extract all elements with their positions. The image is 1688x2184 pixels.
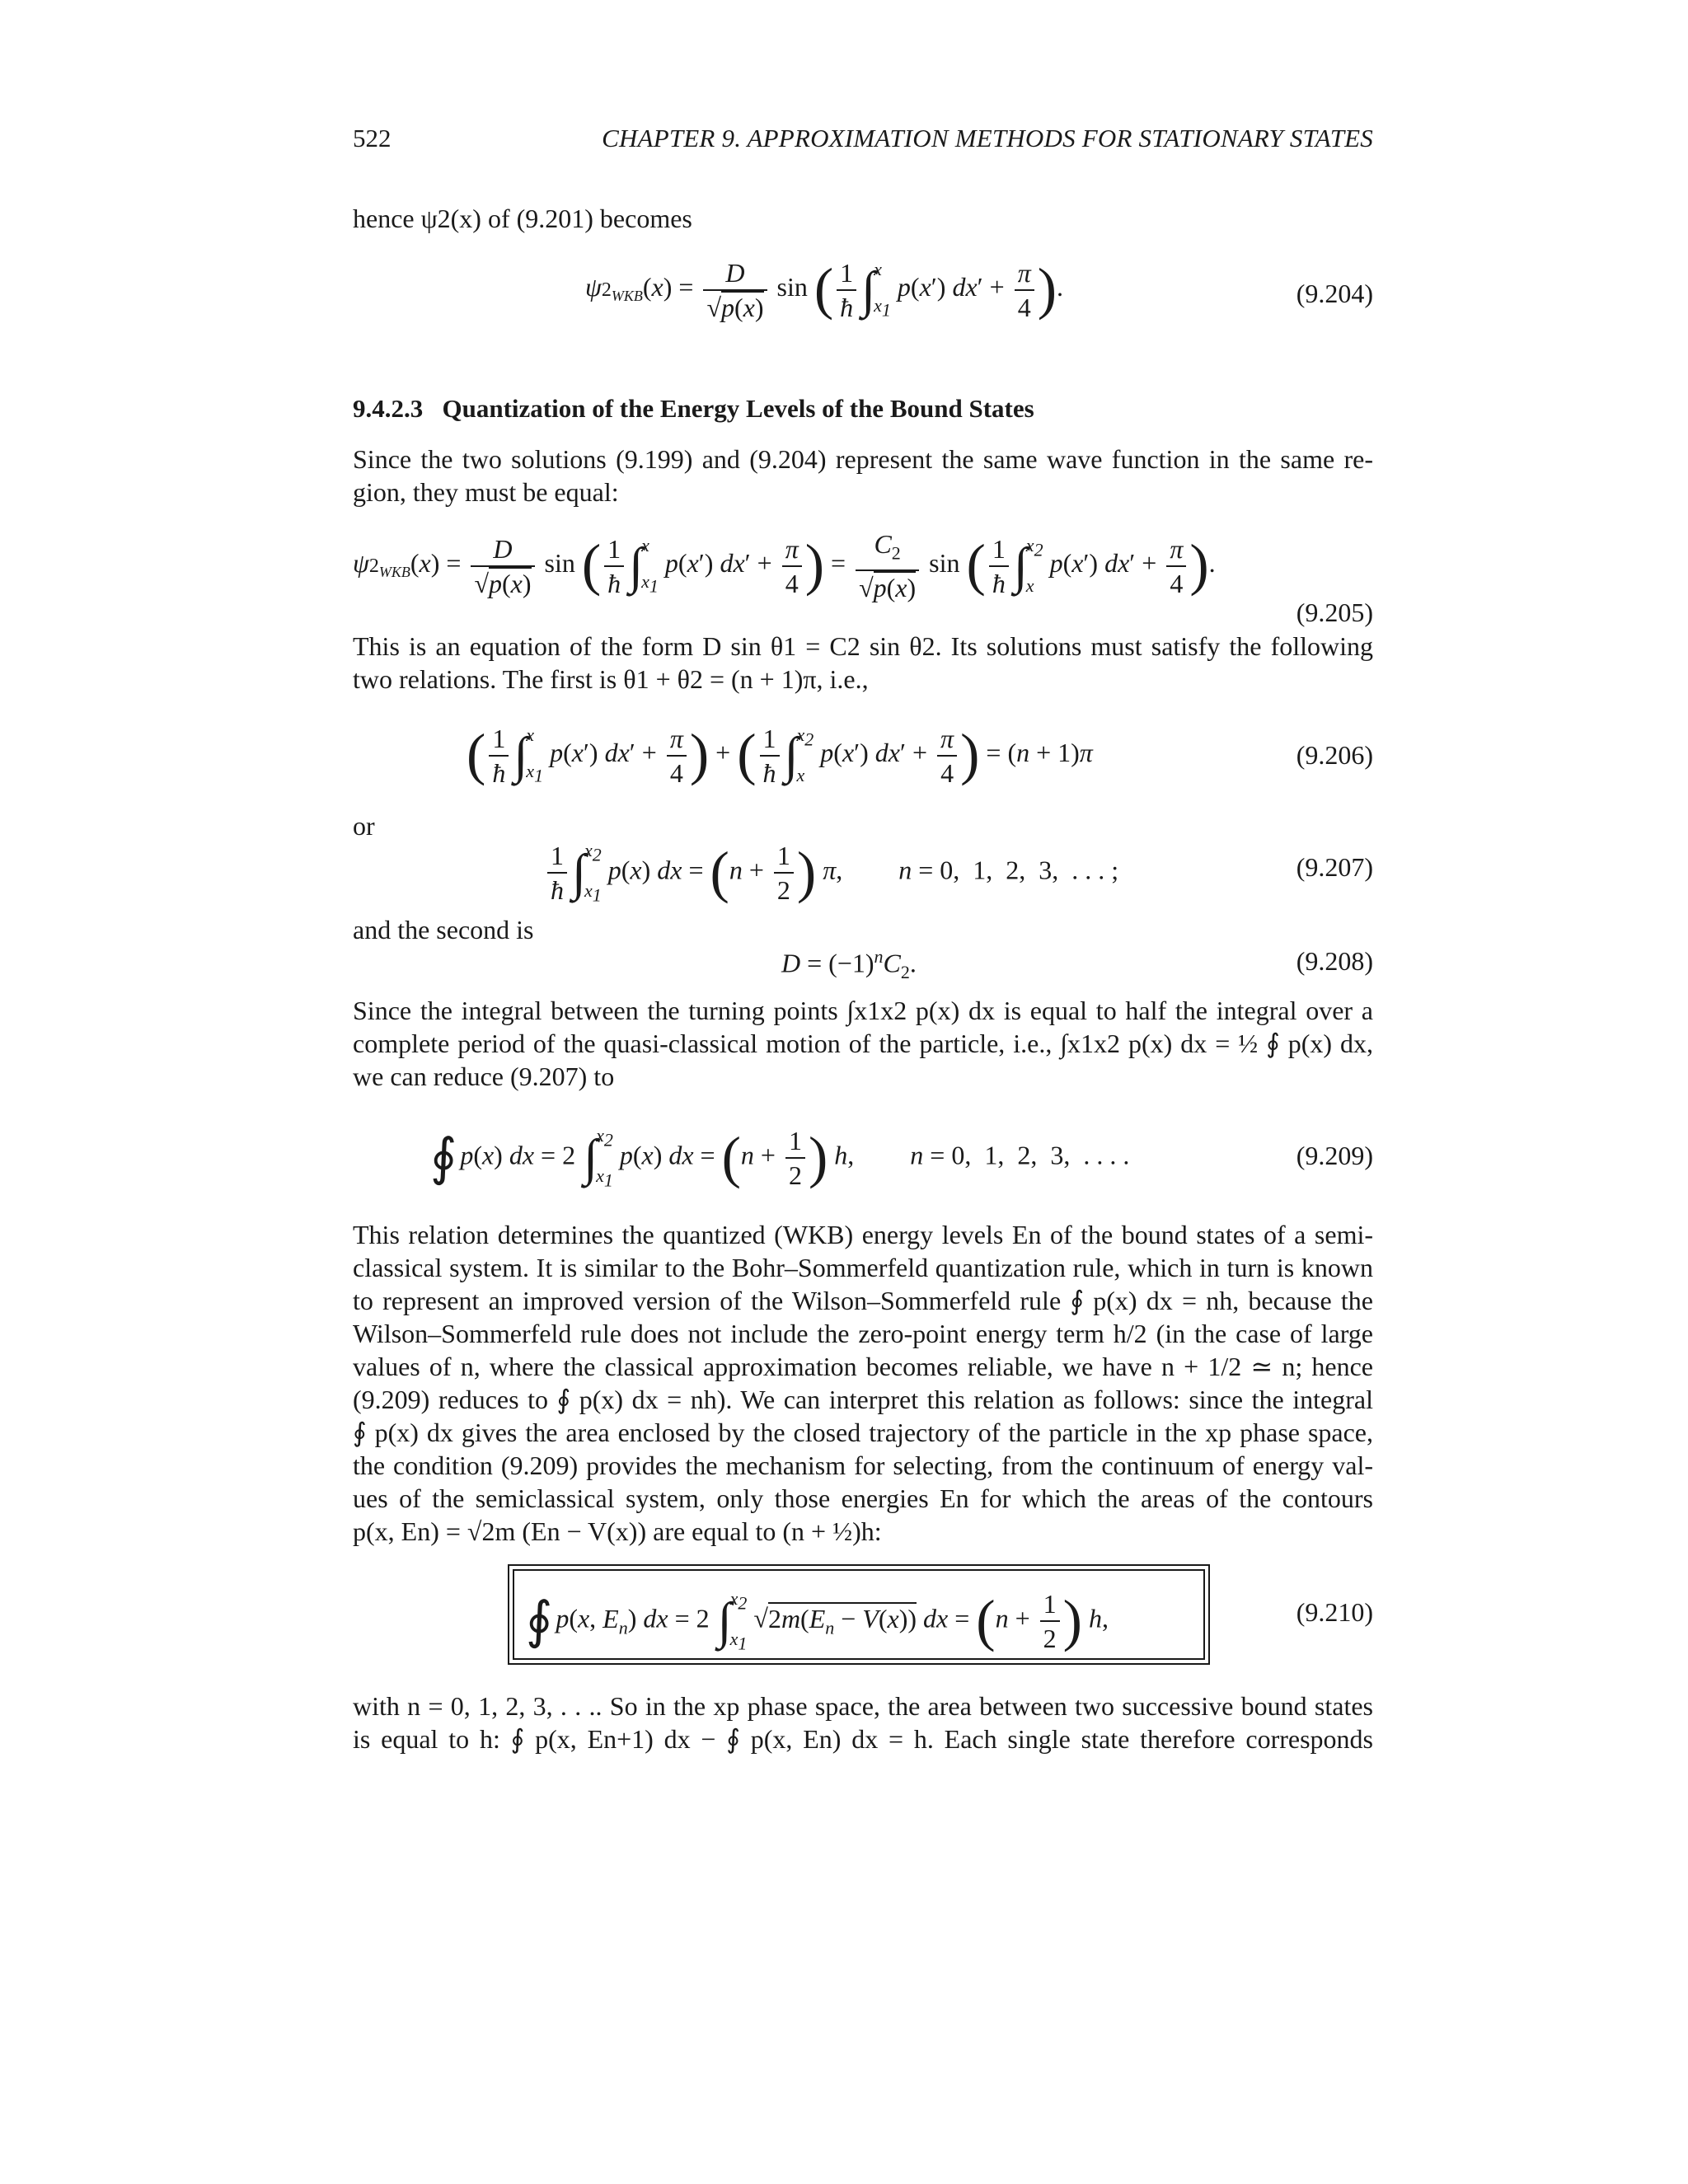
text-line: or — [353, 811, 375, 841]
equation-number: (9.210) — [1296, 1597, 1373, 1627]
text-line: ues of the semiclassical system, only those energies En for which the areas of the contours — [353, 1483, 1373, 1513]
equation-9-209: ∮ p(x) dx = 2 ∫ $x_2$ $x_1$ p(x) dx = (n + $\frac{1}{2}$ ) h, n = 0, 1, 2, 3, . . . . — [430, 1125, 1130, 1191]
equation-9-205: $\psi 2_{WKB}(x)$ = $\frac{D}{√p(x)}$ sin ( $\frac{1}{ħ}$ ∫ x $x_1$ p(x′) dx′ + $\frac{\pi}{4}$ ) = $\frac{C_2}{√p(x)}$ sin ( $\frac{1}{ħ}$ ∫ $x_2$ x p(x′) dx′ + $\frac{\pi}{4}$ ). — [353, 529, 1216, 603]
paragraph-2 — [353, 630, 1373, 696]
section-heading — [353, 394, 1034, 424]
text-line: p(x, En) = √2m (En − V(x)) are equal to (n + ½)h: — [353, 1516, 882, 1546]
text-line: and the second is — [353, 915, 534, 944]
text-line: Since the two solutions (9.199) and (9.204) represent the same wave function in the same re- — [353, 444, 1373, 474]
section-title: Quantization of the Energy Levels of the Bound States — [442, 394, 1034, 423]
text-line: This relation determines the quantized (WKB) energy levels En of the bound states of a semi- — [353, 1220, 1373, 1249]
text-line: we can reduce (9.207) to — [353, 1062, 615, 1091]
paragraph-1 — [353, 443, 1373, 509]
text-line: classical system. It is similar to the Bohr–Sommerfeld quantization rule, which in turn is known — [353, 1253, 1373, 1282]
equation-9-206: ( $\frac{1}{ħ}$ ∫ x $x_1$ p(x′) dx′ + $\frac{\pi}{4}$ ) + ( $\frac{1}{ħ}$ ∫ $x_2$ x p(x′) dx′ + $\frac{\pi}{4}$ ) = (n + 1)π — [467, 723, 1093, 788]
text-line: hence ψ2(x) of (9.201) becomes — [353, 204, 692, 233]
paragraph-3 — [353, 994, 1373, 1093]
second-label — [353, 913, 1373, 946]
text-line: two relations. The first is θ1 + θ2 = (n + 1)π, i.e., — [353, 664, 869, 694]
equation-9-207: $\frac{1}{ħ}$ ∫ $x_2$ $x_1$ p(x) dx = (n + $\frac{1}{2}$ ) π, n = 0, 1, 2, 3, . . . ; — [544, 832, 1118, 914]
paragraph-4 — [353, 1218, 1373, 1548]
equation-number: (9.204) — [1296, 279, 1373, 308]
text-line: (9.209) reduces to ∮ p(x) dx = nh). We can interpret this relation as follows: since the integral — [353, 1385, 1373, 1414]
text-line: Wilson–Sommerfeld rule does not include the zero-point energy term h/2 (in the case of large — [353, 1319, 1373, 1348]
equation-9-208: $D = (-1)^nC_2$. — [781, 946, 917, 983]
text-line: Since the integral between the turning points ∫x1x2 p(x) dx is equal to half the integral over a — [353, 996, 1373, 1025]
text-line: This is an equation of the form D sin θ1 = C2 sin θ2. Its solutions must satisfy the following — [353, 631, 1373, 661]
text-line: values of n, where the classical approximation becomes reliable, we have n + 1/2 ≃ n; hence — [353, 1352, 1373, 1381]
section-number: 9.4.2.3 — [353, 394, 424, 423]
equation-number: (9.206) — [1296, 740, 1373, 770]
text-line: ∮ p(x) dx gives the area enclosed by the closed trajectory of the particle in the xp phase space, — [353, 1418, 1373, 1447]
text-line: gion, they must be equal: — [353, 477, 619, 507]
equation-9-204: $\psi 2_{WKB}(x)$ = $\frac{D}{√p(x)}$ sin ( $\frac{1}{ħ}$ ∫ x $x_1$ p(x′) dx′ + $\frac{\pi}{4}$ ). — [585, 257, 1064, 322]
running-header: CHAPTER 9. APPROXIMATION METHODS FOR STATIONARY STATES — [602, 124, 1373, 152]
paragraph-5 — [353, 1690, 1373, 1755]
equation-9-210: ∮ p(x, $E_n$) dx = 2 ∫ $x_2$ $x_1$ $√2m(E_n - V(x))$ dx = (n + $\frac{1}{2}$ ) h, — [526, 1588, 1109, 1654]
page-number: 522 — [353, 124, 392, 152]
text-line: complete period of the quasi-classical motion of the particle, i.e., ∫x1x2 p(x) dx = ½ ∮ p(x) dx, — [353, 1029, 1373, 1058]
text-line: to represent an improved version of the Wilson–Sommerfeld rule ∮ p(x) dx = nh, because the — [353, 1286, 1373, 1315]
text-line: is equal to h: ∮ p(x, En+1) dx − ∮ p(x, En) dx = h. Each single state therefore corresponds — [353, 1724, 1373, 1754]
intro-line — [353, 202, 1373, 235]
equation-number: (9.205) — [1296, 598, 1373, 627]
equation-number: (9.207) — [1296, 852, 1373, 882]
text-line: the condition (9.209) provides the mechanism for selecting, from the continuum of energy val- — [353, 1451, 1373, 1480]
equation-number: (9.209) — [1296, 1141, 1373, 1170]
text-line: with n = 0, 1, 2, 3, . . .. So in the xp phase space, the area between two successive bound states — [353, 1691, 1373, 1721]
equation-number: (9.208) — [1296, 946, 1373, 976]
